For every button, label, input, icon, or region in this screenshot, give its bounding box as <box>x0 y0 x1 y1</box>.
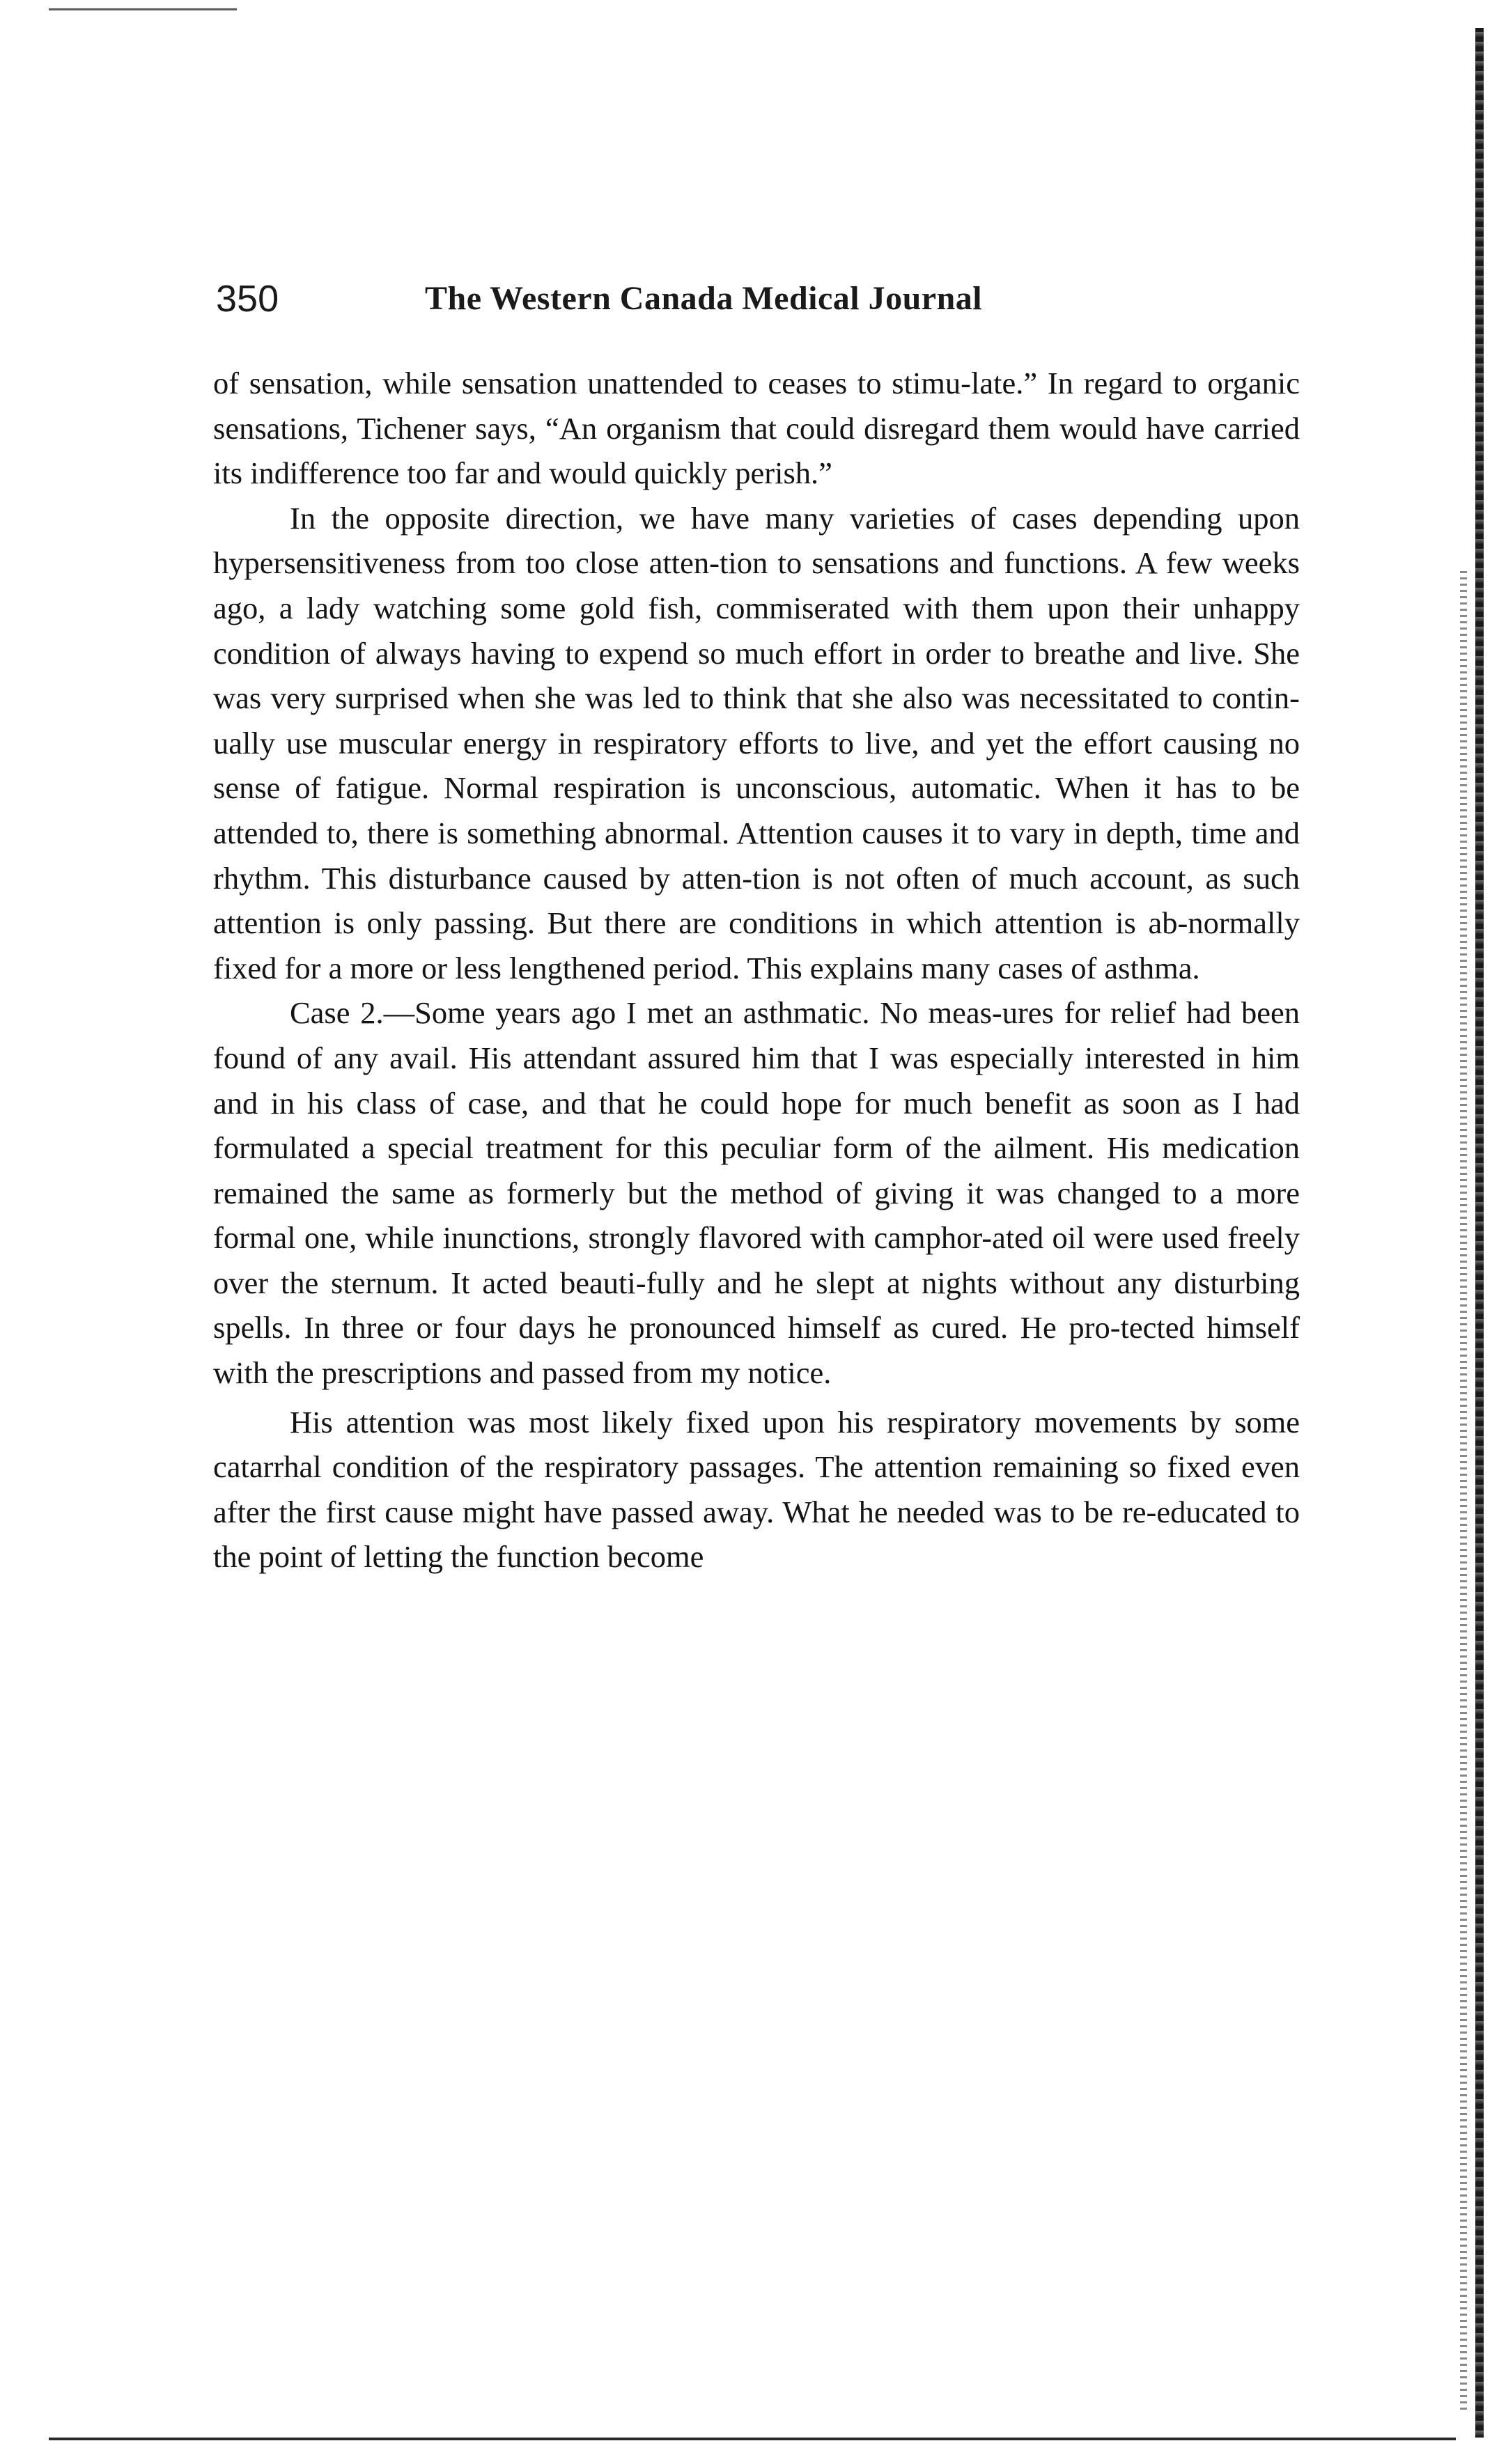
bottom-edge-rule <box>49 2438 1456 2440</box>
paragraph-case-2: Case 2.—Some years ago I met an asthmatic. No meas-ures for relief had been found of any avail. His attendant assured him that I was especially interested in him and in his class of case, and that he could hope for much benefit as soon as I had formulated a special treatment for this peculiar form of the ailment. His medication remained the same as formerly but the method of giving it was changed to a more formal one, while inunctions, strongly flavored with camphor-ated oil were used freely over the sternum. It acted beauti-fully and he slept at nights without any disturbing spells. In three or four days he pronounced himself as cured. He pro-tected himself with the prescriptions and passed from my notice. <box>213 995 1300 1391</box>
page-right-edge-shadow <box>1475 28 1484 2438</box>
paragraph-hypersensitiveness: In the opposite direction, we have many varieties of cases depending upon hypersensitiveness from too close atten-tion to sensations and functions. A few weeks ago, a lady watching some gold fish, commiserated with them upon their unhappy condition of always having to expend so much effort in order to breathe and live. She was very surprised when she was led to think that she also was necessitated to contin-ually use muscular energy in respiratory efforts to live, and yet the effort causing no sense of fatigue. Normal respiration is unconscious, automatic. When it has to be attended to, there is something abnormal. Attention causes it to vary in depth, time and rhythm. This disturbance caused by atten-tion is not often of much account, as such attention is only passing. But there are conditions in which attention is ab-normally fixed for a more or less lengthened period. This explains many cases of asthma. <box>213 500 1300 985</box>
page-right-edge-texture <box>1460 571 1467 2410</box>
paragraph-continuation: of sensation, while sensation unattended to ceases to stimu-late.” In regard to organic sensations, Tichener says, “An organism that could disregard them would have carried its indifference too far and would quickly perish.” <box>213 366 1300 491</box>
journal-title: The Western Canada Medical Journal <box>425 280 983 317</box>
running-header <box>216 267 1414 330</box>
page-number: 350 <box>216 278 279 320</box>
paragraph-attention: His attention was most likely fixed upon his respiratory movements by some catarrhal condition of the respiratory passages. The attention remaining so fixed even after the first cause might have passed away. What he needed was to be re-educated to the point of letting the function become <box>213 1404 1300 1575</box>
article-body <box>213 361 1300 1580</box>
top-edge-rule <box>49 8 237 10</box>
